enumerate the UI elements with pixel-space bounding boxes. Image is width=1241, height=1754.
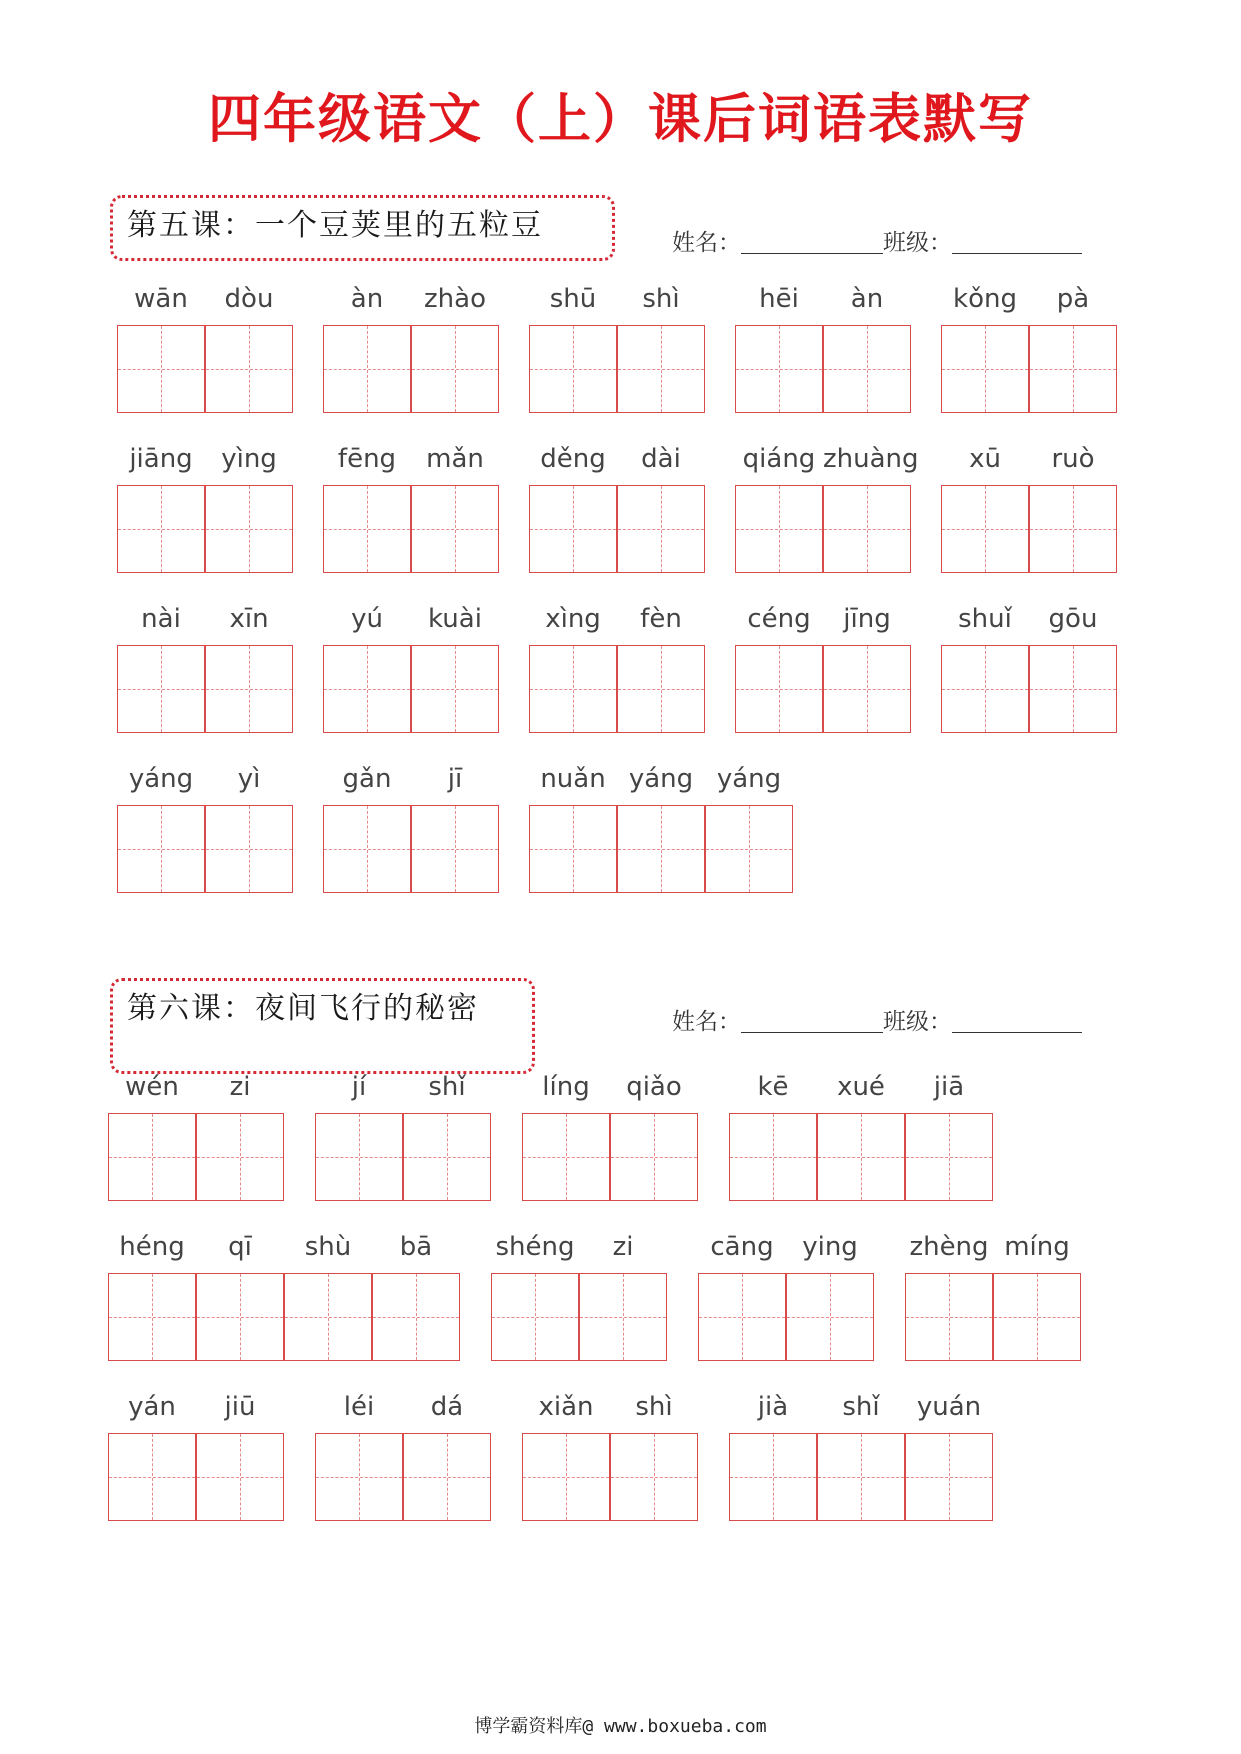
writing-cell[interactable] xyxy=(617,805,705,893)
pinyin-label: mǎn xyxy=(426,444,484,474)
pinyin-label: jià xyxy=(757,1392,789,1422)
pinyin-label: qiáng xyxy=(742,444,816,474)
pinyin-label: pà xyxy=(1056,284,1090,314)
pinyin-label: xiǎn xyxy=(538,1392,594,1422)
pinyin-label: nuǎn xyxy=(540,764,606,794)
pinyin-label: xué xyxy=(837,1072,885,1102)
name-class-line-lesson-6 xyxy=(672,1007,1082,1037)
writing-cell[interactable] xyxy=(735,325,823,413)
writing-cell[interactable] xyxy=(323,645,411,733)
writing-cell[interactable] xyxy=(823,325,911,413)
pinyin-label: zi xyxy=(612,1232,634,1262)
pinyin-label: xìng xyxy=(545,604,601,634)
pinyin-label: yán xyxy=(128,1392,176,1422)
writing-cell[interactable] xyxy=(411,485,499,573)
pinyin-label: yuán xyxy=(916,1392,982,1422)
writing-cell[interactable] xyxy=(284,1273,372,1361)
writing-cell[interactable] xyxy=(372,1273,460,1361)
pinyin-label: jī xyxy=(447,764,463,794)
writing-cell[interactable] xyxy=(108,1113,196,1201)
writing-cell[interactable] xyxy=(905,1273,993,1361)
class-blank[interactable] xyxy=(952,1032,1082,1033)
pinyin-label: zhèng xyxy=(909,1232,989,1262)
pinyin-label: àn xyxy=(350,284,384,314)
pinyin-label: yì xyxy=(237,764,261,794)
writing-cell[interactable] xyxy=(729,1433,817,1521)
writing-cell[interactable] xyxy=(117,805,205,893)
writing-cell[interactable] xyxy=(315,1433,403,1521)
footer-watermark: 博学霸资料库@ www.boxueba.com xyxy=(474,1716,767,1737)
writing-cell[interactable] xyxy=(698,1273,786,1361)
writing-cell[interactable] xyxy=(117,325,205,413)
writing-cell[interactable] xyxy=(529,645,617,733)
writing-cell[interactable] xyxy=(108,1273,196,1361)
pinyin-label: shǐ xyxy=(842,1392,880,1422)
writing-cell[interactable] xyxy=(491,1273,579,1361)
pinyin-label: fēng xyxy=(337,444,397,474)
class-blank[interactable] xyxy=(952,253,1082,254)
writing-cell[interactable] xyxy=(108,1433,196,1521)
pinyin-label: wān xyxy=(134,284,188,314)
writing-cell[interactable] xyxy=(117,485,205,573)
writing-cell[interactable] xyxy=(323,325,411,413)
writing-cell[interactable] xyxy=(411,645,499,733)
pinyin-label: líng xyxy=(542,1072,590,1102)
pinyin-label: jiāng xyxy=(129,444,193,474)
writing-cell[interactable] xyxy=(403,1113,491,1201)
writing-cell[interactable] xyxy=(705,805,793,893)
writing-cell[interactable] xyxy=(117,645,205,733)
name-blank[interactable] xyxy=(741,253,883,254)
pinyin-label: jīng xyxy=(843,604,891,634)
writing-cell[interactable] xyxy=(315,1113,403,1201)
writing-cell[interactable] xyxy=(610,1113,698,1201)
writing-cell[interactable] xyxy=(529,485,617,573)
pinyin-label: héng xyxy=(119,1232,185,1262)
pinyin-label: kē xyxy=(757,1072,789,1102)
writing-cell[interactable] xyxy=(205,485,293,573)
writing-cell[interactable] xyxy=(323,805,411,893)
pinyin-label: yáng xyxy=(628,764,694,794)
pinyin-label: yáng xyxy=(128,764,194,794)
pinyin-label: yìng xyxy=(221,444,277,474)
writing-cell[interactable] xyxy=(522,1433,610,1521)
writing-cell[interactable] xyxy=(941,645,1029,733)
writing-cell[interactable] xyxy=(617,645,705,733)
writing-cell[interactable] xyxy=(403,1433,491,1521)
pinyin-label: shéng xyxy=(495,1232,575,1262)
writing-cell[interactable] xyxy=(941,485,1029,573)
writing-cell[interactable] xyxy=(529,805,617,893)
writing-cell[interactable] xyxy=(823,485,911,573)
pinyin-label: wén xyxy=(125,1072,179,1102)
writing-cell[interactable] xyxy=(735,645,823,733)
writing-cell[interactable] xyxy=(993,1273,1081,1361)
pinyin-label: qiǎo xyxy=(626,1072,682,1102)
pinyin-label: shù xyxy=(304,1232,352,1262)
pinyin-label: gōu xyxy=(1048,604,1098,634)
pinyin-label: kuài xyxy=(428,604,482,634)
pinyin-label: dòu xyxy=(224,284,274,314)
pinyin-label: gǎn xyxy=(342,764,392,794)
writing-cell[interactable] xyxy=(196,1433,284,1521)
pinyin-label: zi xyxy=(229,1072,251,1102)
writing-cell[interactable] xyxy=(817,1113,905,1201)
pinyin-label: shǐ xyxy=(428,1072,466,1102)
name-class-line-lesson-5 xyxy=(672,228,1082,258)
pinyin-label: jiā xyxy=(933,1072,965,1102)
writing-cell[interactable] xyxy=(729,1113,817,1201)
pinyin-label: qī xyxy=(228,1232,252,1262)
name-blank[interactable] xyxy=(741,1032,883,1033)
writing-cell[interactable] xyxy=(610,1433,698,1521)
writing-cell[interactable] xyxy=(786,1273,874,1361)
page-title: 四年级语文（上）课后词语表默写 xyxy=(208,89,1033,150)
writing-cell[interactable] xyxy=(1029,645,1117,733)
writing-cell[interactable] xyxy=(617,325,705,413)
writing-cell[interactable] xyxy=(411,325,499,413)
class-label: 班级： xyxy=(883,230,952,256)
writing-cell[interactable] xyxy=(905,1113,993,1201)
lesson-5-title: 第五课：一个豆荚里的五粒豆 xyxy=(110,195,615,261)
pinyin-label: míng xyxy=(1004,1232,1070,1262)
pinyin-label: bā xyxy=(399,1232,433,1262)
pinyin-label: děng xyxy=(540,444,606,474)
pinyin-label: kǒng xyxy=(953,284,1017,314)
writing-cell[interactable] xyxy=(617,485,705,573)
pinyin-label: cāng xyxy=(710,1232,774,1262)
pinyin-label: nài xyxy=(141,604,181,634)
pinyin-label: àn xyxy=(850,284,884,314)
pinyin-label: ruò xyxy=(1051,444,1095,474)
pinyin-label: ying xyxy=(802,1232,858,1262)
pinyin-label: jiū xyxy=(224,1392,256,1422)
pinyin-label: yáng xyxy=(716,764,782,794)
writing-cell[interactable] xyxy=(529,325,617,413)
pinyin-label: dài xyxy=(641,444,681,474)
writing-cell[interactable] xyxy=(1029,325,1117,413)
pinyin-label: shì xyxy=(642,284,680,314)
writing-cell[interactable] xyxy=(205,325,293,413)
writing-cell[interactable] xyxy=(522,1113,610,1201)
writing-cell[interactable] xyxy=(411,805,499,893)
writing-cell[interactable] xyxy=(205,805,293,893)
writing-cell[interactable] xyxy=(941,325,1029,413)
pinyin-label: zhuàng xyxy=(823,444,919,474)
pinyin-label: hēi xyxy=(759,284,799,314)
lesson-6-title: 第六课：夜间飞行的秘密 xyxy=(110,978,535,1074)
pinyin-label: yú xyxy=(351,604,383,634)
writing-cell[interactable] xyxy=(579,1273,667,1361)
writing-cell[interactable] xyxy=(196,1273,284,1361)
pinyin-label: shuǐ xyxy=(958,604,1012,634)
writing-cell[interactable] xyxy=(905,1433,993,1521)
pinyin-label: zhào xyxy=(424,284,486,314)
pinyin-label: jí xyxy=(351,1072,367,1102)
writing-cell[interactable] xyxy=(196,1113,284,1201)
pinyin-label: xīn xyxy=(229,604,269,634)
pinyin-label: shì xyxy=(635,1392,673,1422)
pinyin-label: céng xyxy=(747,604,811,634)
writing-cell[interactable] xyxy=(735,485,823,573)
pinyin-label: xū xyxy=(969,444,1001,474)
pinyin-label: shū xyxy=(549,284,597,314)
name-label: 姓名： xyxy=(672,1009,741,1035)
writing-cell[interactable] xyxy=(823,645,911,733)
writing-cell[interactable] xyxy=(817,1433,905,1521)
pinyin-label: fèn xyxy=(640,604,682,634)
pinyin-label: dá xyxy=(430,1392,464,1422)
writing-cell[interactable] xyxy=(205,645,293,733)
writing-cell[interactable] xyxy=(1029,485,1117,573)
class-label: 班级： xyxy=(883,1009,952,1035)
name-label: 姓名： xyxy=(672,230,741,256)
pinyin-label: léi xyxy=(343,1392,375,1422)
writing-cell[interactable] xyxy=(323,485,411,573)
